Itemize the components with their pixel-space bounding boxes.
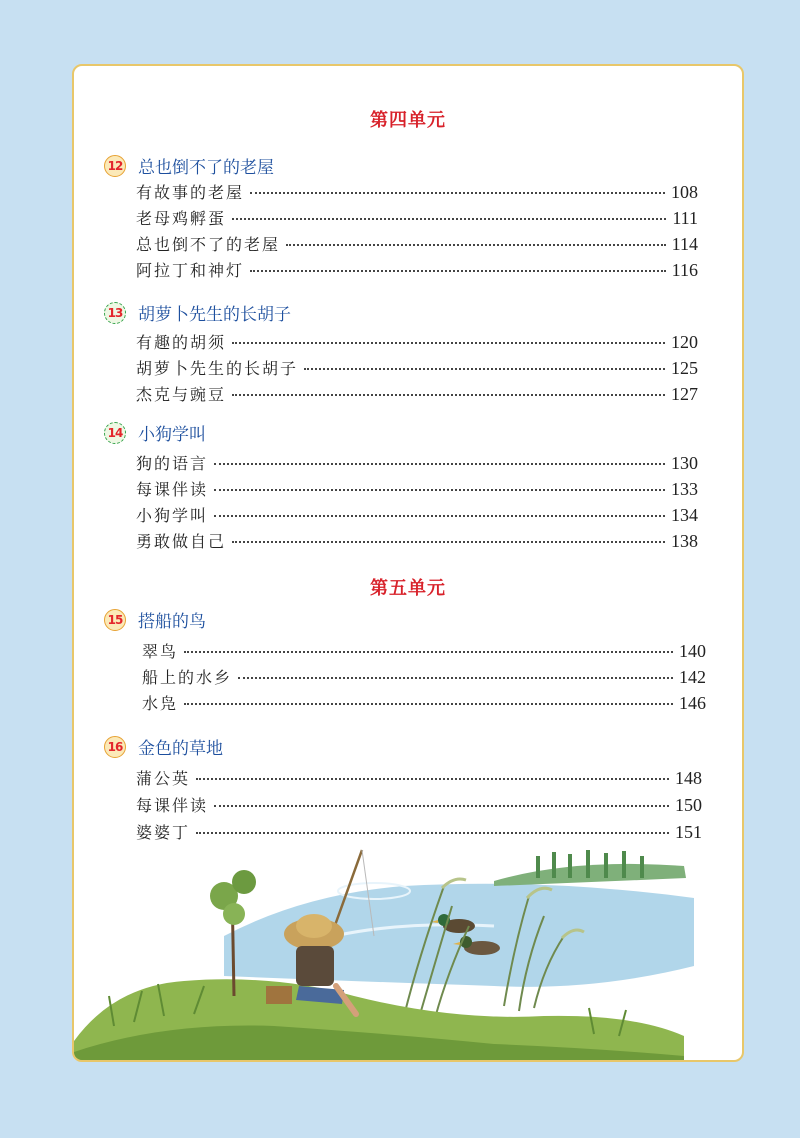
toc-entry[interactable] (142, 639, 706, 662)
entry-title: 有趣的胡须 (136, 333, 227, 352)
entry-page: 116 (671, 260, 698, 280)
entry-title: 船上的水乡 (142, 668, 233, 687)
dot-leader (214, 515, 665, 517)
toc-entry[interactable] (142, 665, 706, 688)
dot-leader (214, 489, 665, 491)
toc-entry[interactable] (136, 451, 698, 474)
entry-title: 狗的语言 (136, 454, 209, 473)
entry-page: 134 (671, 505, 698, 525)
entry-title: 老母鸡孵蛋 (136, 209, 227, 228)
toc-entry[interactable] (136, 356, 698, 379)
dot-leader (304, 368, 665, 370)
lesson-number-badge: 12 (104, 155, 126, 177)
entry-page: 133 (671, 479, 698, 499)
lesson-title: 搭船的鸟 (138, 612, 206, 632)
toc-entry[interactable] (136, 382, 698, 405)
entry-page: 148 (675, 768, 702, 788)
dot-leader (196, 778, 669, 780)
dot-leader (232, 541, 665, 543)
entry-title: 每课伴读 (136, 796, 209, 815)
toc-entry[interactable] (142, 691, 706, 714)
toc-entry[interactable] (136, 206, 698, 229)
entry-page: 114 (671, 234, 698, 254)
toc-entry[interactable] (136, 180, 698, 203)
entry-page: 108 (671, 182, 698, 202)
dot-leader (232, 342, 665, 344)
lesson-number-badge: 16 (104, 736, 126, 758)
dot-leader (232, 218, 666, 220)
dot-leader (214, 463, 665, 465)
entry-page: 151 (675, 822, 702, 842)
entry-title: 勇敢做自己 (136, 532, 227, 551)
toc-entry[interactable] (136, 529, 698, 552)
entry-title: 胡萝卜先生的长胡子 (136, 359, 299, 378)
entry-title: 阿拉丁和神灯 (136, 261, 245, 280)
toc-entry[interactable] (136, 477, 698, 500)
lesson-number-badge: 13 (104, 302, 126, 324)
toc-card (72, 64, 744, 1062)
lesson-title: 胡萝卜先生的长胡子 (138, 305, 291, 325)
lesson-title: 小狗学叫 (138, 425, 206, 445)
lesson-title: 金色的草地 (138, 739, 223, 759)
entry-page: 127 (671, 384, 698, 404)
entry-title: 婆婆丁 (136, 823, 191, 842)
toc-entry[interactable] (136, 258, 698, 281)
entry-page: 125 (671, 358, 698, 378)
dot-leader (286, 244, 666, 246)
dot-leader (184, 703, 673, 705)
lesson-number-badge: 14 (104, 422, 126, 444)
dot-leader (250, 270, 666, 272)
entry-page: 130 (671, 453, 698, 473)
dot-leader (232, 394, 665, 396)
lesson-title: 总也倒不了的老屋 (138, 158, 274, 178)
entry-page: 146 (679, 693, 706, 713)
entry-title: 总也倒不了的老屋 (136, 235, 281, 254)
entry-page: 120 (671, 332, 698, 352)
dot-leader (238, 677, 673, 679)
fishing-boy-illustration (74, 786, 742, 1062)
dot-leader (250, 192, 665, 194)
entry-title: 水凫 (142, 694, 179, 713)
entry-page: 111 (672, 208, 698, 228)
entry-title: 每课伴读 (136, 480, 209, 499)
entry-title: 蒲公英 (136, 769, 191, 788)
entry-title: 有故事的老屋 (136, 183, 245, 202)
entry-title: 杰克与豌豆 (136, 385, 227, 404)
entry-page: 150 (675, 795, 702, 815)
dot-leader (184, 651, 673, 653)
entry-page: 138 (671, 531, 698, 551)
unit-title: 第四单元 (370, 110, 446, 131)
unit-title: 第五单元 (370, 578, 446, 599)
toc-entry[interactable] (136, 232, 698, 255)
lesson-number-badge: 15 (104, 609, 126, 631)
entry-page: 140 (679, 641, 706, 661)
entry-title: 小狗学叫 (136, 506, 209, 525)
entry-page: 142 (679, 667, 706, 687)
toc-entry[interactable] (136, 503, 698, 526)
toc-entry[interactable] (136, 330, 698, 353)
entry-title: 翠鸟 (142, 642, 179, 661)
